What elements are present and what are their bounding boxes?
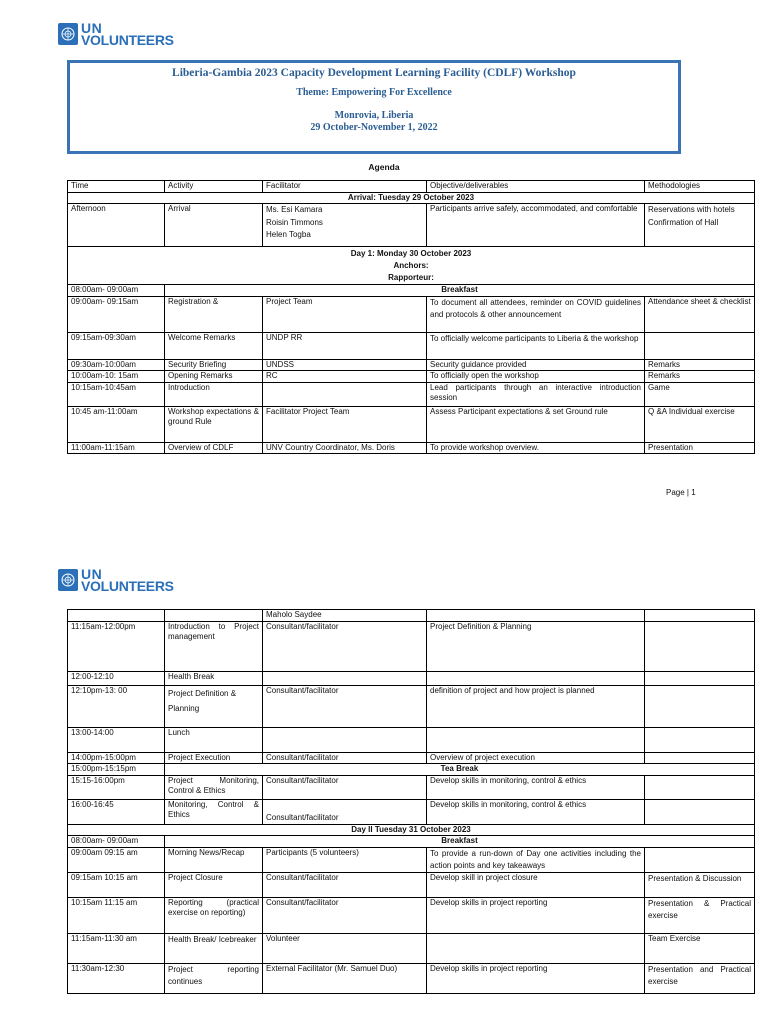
cell-time: 11:15am-12:00pm — [68, 621, 165, 671]
cell-methods — [645, 799, 755, 824]
logo-line-1: UN — [81, 20, 103, 36]
table-row — [68, 897, 755, 933]
col-header-objective: Objective/deliverables — [427, 181, 645, 193]
table-row — [68, 764, 755, 776]
col-header-activity: Activity — [165, 181, 263, 193]
cell-time: Afternoon — [68, 204, 165, 247]
cell-methods — [645, 621, 755, 671]
cell-facilitator: Consultant/facilitator — [263, 685, 427, 727]
cell-time: 09:15am 10:15 am — [68, 872, 165, 897]
table-row — [68, 872, 755, 897]
cell-objective: Assess Participant expectations & set Ground rule — [427, 406, 645, 442]
title-box — [67, 60, 681, 154]
cell-activity: Welcome Remarks — [165, 332, 263, 359]
cell-facilitator: Facilitator Project Team — [263, 406, 427, 442]
cell-time: 09:30am-10:00am — [68, 359, 165, 371]
cell-facilitator — [263, 671, 427, 685]
section-row — [68, 192, 755, 204]
breakfast-label: Breakfast — [165, 836, 755, 848]
table-row — [68, 285, 755, 297]
cell-methods: Presentation & Discussion — [645, 872, 755, 897]
workshop-dates: 29 October-November 1, 2022 — [310, 122, 438, 133]
cell-facilitator: Maholo Saydee — [263, 610, 427, 622]
cell-objective — [427, 610, 645, 622]
cell-facilitator: UNV Country Coordinator, Ms. Doris — [263, 442, 427, 454]
cell-time — [68, 610, 165, 622]
cell-objective: To provide a run-down of Day one activities including the action points and key takeaways — [427, 847, 645, 872]
tea-break-label: Tea Break — [165, 764, 755, 776]
page-1 — [0, 0, 768, 510]
table-row — [68, 933, 755, 963]
cell-activity: Health Break/ Icebreaker — [165, 933, 263, 963]
cell-activity: Arrival — [165, 204, 263, 247]
cell-objective — [427, 933, 645, 963]
section-row — [68, 247, 755, 285]
method-item: Confirmation of Hall — [648, 217, 719, 227]
cell-objective: To officially welcome participants to Liberia & the workshop — [427, 332, 645, 359]
workshop-theme: Theme: Empowering For Excellence — [296, 87, 452, 98]
cell-facilitator: Consultant/facilitator — [263, 752, 427, 764]
cell-time: 13:00-14:00 — [68, 727, 165, 752]
cell-objective: To document all attendees, reminder on COVID guidelines and protocols & other announcement — [427, 296, 645, 332]
cell-activity: Reporting (practical exercise on reporting) — [165, 897, 263, 933]
cell-activity: Introduction — [165, 382, 263, 406]
cell-facilitator — [263, 204, 427, 247]
section-row — [68, 824, 755, 836]
cell-objective — [427, 671, 645, 685]
cell-methods — [645, 671, 755, 685]
table-row — [68, 359, 755, 371]
cell-time: 10:45 am-11:00am — [68, 406, 165, 442]
table-row — [68, 204, 755, 247]
col-header-facilitator: Facilitator — [263, 181, 427, 193]
cell-methods: Attendance sheet & checklist — [645, 296, 755, 332]
cell-objective: Develop skills in project reporting — [427, 897, 645, 933]
table-row — [68, 371, 755, 383]
table-row — [68, 610, 755, 622]
cell-time: 09:15am-09:30am — [68, 332, 165, 359]
table-row — [68, 621, 755, 671]
cell-methods: Presentation and Practical exercise — [645, 963, 755, 993]
cell-facilitator: External Facilitator (Mr. Samuel Duo) — [263, 963, 427, 993]
cell-methods: Game — [645, 382, 755, 406]
table-row — [68, 382, 755, 406]
page-number: Page | 1 — [666, 488, 696, 497]
un-volunteers-logo — [58, 568, 174, 592]
cell-facilitator: Consultant/facilitator — [263, 872, 427, 897]
cell-methods: Q &A Individual exercise — [645, 406, 755, 442]
cell-activity: Project Monitoring, Control & Ethics — [165, 775, 263, 799]
cell-methods — [645, 610, 755, 622]
agenda-heading: Agenda — [368, 162, 400, 172]
rapporteur-label: Rapporteur: — [388, 273, 434, 282]
table-row — [68, 406, 755, 442]
cell-objective: definition of project and how project is planned — [427, 685, 645, 727]
cell-methods — [645, 685, 755, 727]
cell-time: 11:15am-11:30 am — [68, 933, 165, 963]
table-row — [68, 836, 755, 848]
logo-line-2: VOLUNTEERS — [81, 32, 174, 48]
col-header-methodologies: Methodologies — [645, 181, 755, 193]
page-2 — [0, 540, 768, 1024]
cell-time: 15:15-16:00pm — [68, 775, 165, 799]
cell-methods: Remarks — [645, 371, 755, 383]
cell-time: 08:00am- 09:00am — [68, 836, 165, 848]
cell-facilitator: Volunteer — [263, 933, 427, 963]
cell-time: 09:00am 09:15 am — [68, 847, 165, 872]
anchors-label: Anchors: — [393, 261, 429, 270]
method-item: Reservations with hotels — [648, 205, 735, 214]
cell-activity: Workshop expectations & ground Rule — [165, 406, 263, 442]
cell-facilitator — [263, 382, 427, 406]
arrival-heading: Arrival: Tuesday 29 October 2023 — [68, 192, 755, 204]
cell-objective: Project Definition & Planning — [427, 621, 645, 671]
cell-objective: To provide workshop overview. — [427, 442, 645, 454]
cell-methods — [645, 332, 755, 359]
cell-time: 11:30am-12:30 — [68, 963, 165, 993]
cell-facilitator: Consultant/facilitator — [263, 775, 427, 799]
workshop-location: Monrovia, Liberia — [334, 110, 414, 121]
un-volunteers-logo — [58, 22, 174, 46]
cell-objective: To officially open the workshop — [427, 371, 645, 383]
table-row — [68, 847, 755, 872]
cell-time: 15:00pm-15:15pm — [68, 764, 165, 776]
col-header-time: Time — [68, 181, 165, 193]
agenda-table-page-2 — [67, 609, 755, 994]
cell-time: 10:00am-10: 15am — [68, 371, 165, 383]
cell-methods — [645, 775, 755, 799]
cell-activity: Project Closure — [165, 872, 263, 897]
cell-objective: Develop skills in monitoring, control & ethics — [427, 775, 645, 799]
cell-facilitator: UNDP RR — [263, 332, 427, 359]
breakfast-label: Breakfast — [165, 285, 755, 297]
un-emblem-icon — [58, 23, 78, 45]
cell-activity: Overview of CDLF — [165, 442, 263, 454]
cell-objective: Overview of project execution — [427, 752, 645, 764]
cell-methods: Team Exercise — [645, 933, 755, 963]
cell-objective: Participants arrive safely, accommodated, and comfortable — [427, 204, 645, 247]
cell-facilitator — [263, 727, 427, 752]
cell-facilitator: Project Team — [263, 296, 427, 332]
cell-objective — [427, 727, 645, 752]
cell-time: 16:00-16:45 — [68, 799, 165, 824]
cell-methods: Remarks — [645, 359, 755, 371]
table-row — [68, 442, 755, 454]
facilitator-name: Ms. Esi Kamara — [266, 205, 323, 214]
cell-objective: Lead participants through an interactive introduction session — [427, 382, 645, 406]
logo-line-1: UN — [81, 566, 103, 582]
cell-activity: Lunch — [165, 727, 263, 752]
table-row — [68, 775, 755, 799]
cell-facilitator: Consultant/facilitator — [263, 621, 427, 671]
cell-methods — [645, 847, 755, 872]
cell-activity: Monitoring, Control & Ethics — [165, 799, 263, 824]
cell-activity: Project Definition & Planning — [165, 685, 263, 727]
cell-facilitator: Consultant/facilitator — [263, 799, 427, 824]
cell-time: 14:00pm-15:00pm — [68, 752, 165, 764]
cell-time: 09:00am- 09:15am — [68, 296, 165, 332]
cell-objective: Develop skills in project reporting — [427, 963, 645, 993]
day-1-title: Day 1: Monday 30 October 2023 — [350, 249, 472, 258]
cell-methods — [645, 727, 755, 752]
table-row — [68, 296, 755, 332]
cell-activity: Health Break — [165, 671, 263, 685]
cell-time: 12:00-12:10 — [68, 671, 165, 685]
facilitator-name: Roisin Timmons — [266, 217, 323, 227]
table-row — [68, 332, 755, 359]
agenda-table-page-1 — [67, 180, 755, 454]
cell-activity — [165, 610, 263, 622]
day-2-heading: Day II Tuesday 31 October 2023 — [68, 824, 755, 836]
table-row — [68, 963, 755, 993]
cell-facilitator: UNDSS — [263, 359, 427, 371]
cell-activity: Security Briefing — [165, 359, 263, 371]
cell-activity: Morning News/Recap — [165, 847, 263, 872]
cell-facilitator: RC — [263, 371, 427, 383]
table-row — [68, 752, 755, 764]
cell-objective: Develop skill in project closure — [427, 872, 645, 897]
day-1-heading — [68, 247, 755, 285]
cell-methods: Presentation — [645, 442, 755, 454]
table-row — [68, 685, 755, 727]
cell-activity: Introduction to Project management — [165, 621, 263, 671]
cell-activity: Project reporting continues — [165, 963, 263, 993]
cell-time: 10:15am-10:45am — [68, 382, 165, 406]
table-row — [68, 727, 755, 752]
table-header-row — [68, 181, 755, 193]
table-row — [68, 671, 755, 685]
cell-facilitator: Participants (5 volunteers) — [263, 847, 427, 872]
cell-activity: Registration & — [165, 296, 263, 332]
cell-time: 10:15am 11:15 am — [68, 897, 165, 933]
cell-activity: Opening Remarks — [165, 371, 263, 383]
cell-objective: Security guidance provided — [427, 359, 645, 371]
cell-time: 11:00am-11:15am — [68, 442, 165, 454]
cell-objective: Develop skills in monitoring, control & ethics — [427, 799, 645, 824]
workshop-title: Liberia-Gambia 2023 Capacity Development Learning Facility (CDLF) Workshop — [172, 67, 576, 79]
un-emblem-icon — [58, 569, 78, 591]
cell-time: 12:10pm-13: 00 — [68, 685, 165, 727]
logo-line-2: VOLUNTEERS — [81, 578, 174, 594]
cell-methods — [645, 752, 755, 764]
table-row — [68, 799, 755, 824]
cell-facilitator: Consultant/facilitator — [263, 897, 427, 933]
cell-time: 08:00am- 09:00am — [68, 285, 165, 297]
facilitator-name: Helen Togba — [266, 230, 311, 239]
cell-activity: Project Execution — [165, 752, 263, 764]
cell-methods — [645, 204, 755, 247]
cell-methods: Presentation & Practical exercise — [645, 897, 755, 933]
